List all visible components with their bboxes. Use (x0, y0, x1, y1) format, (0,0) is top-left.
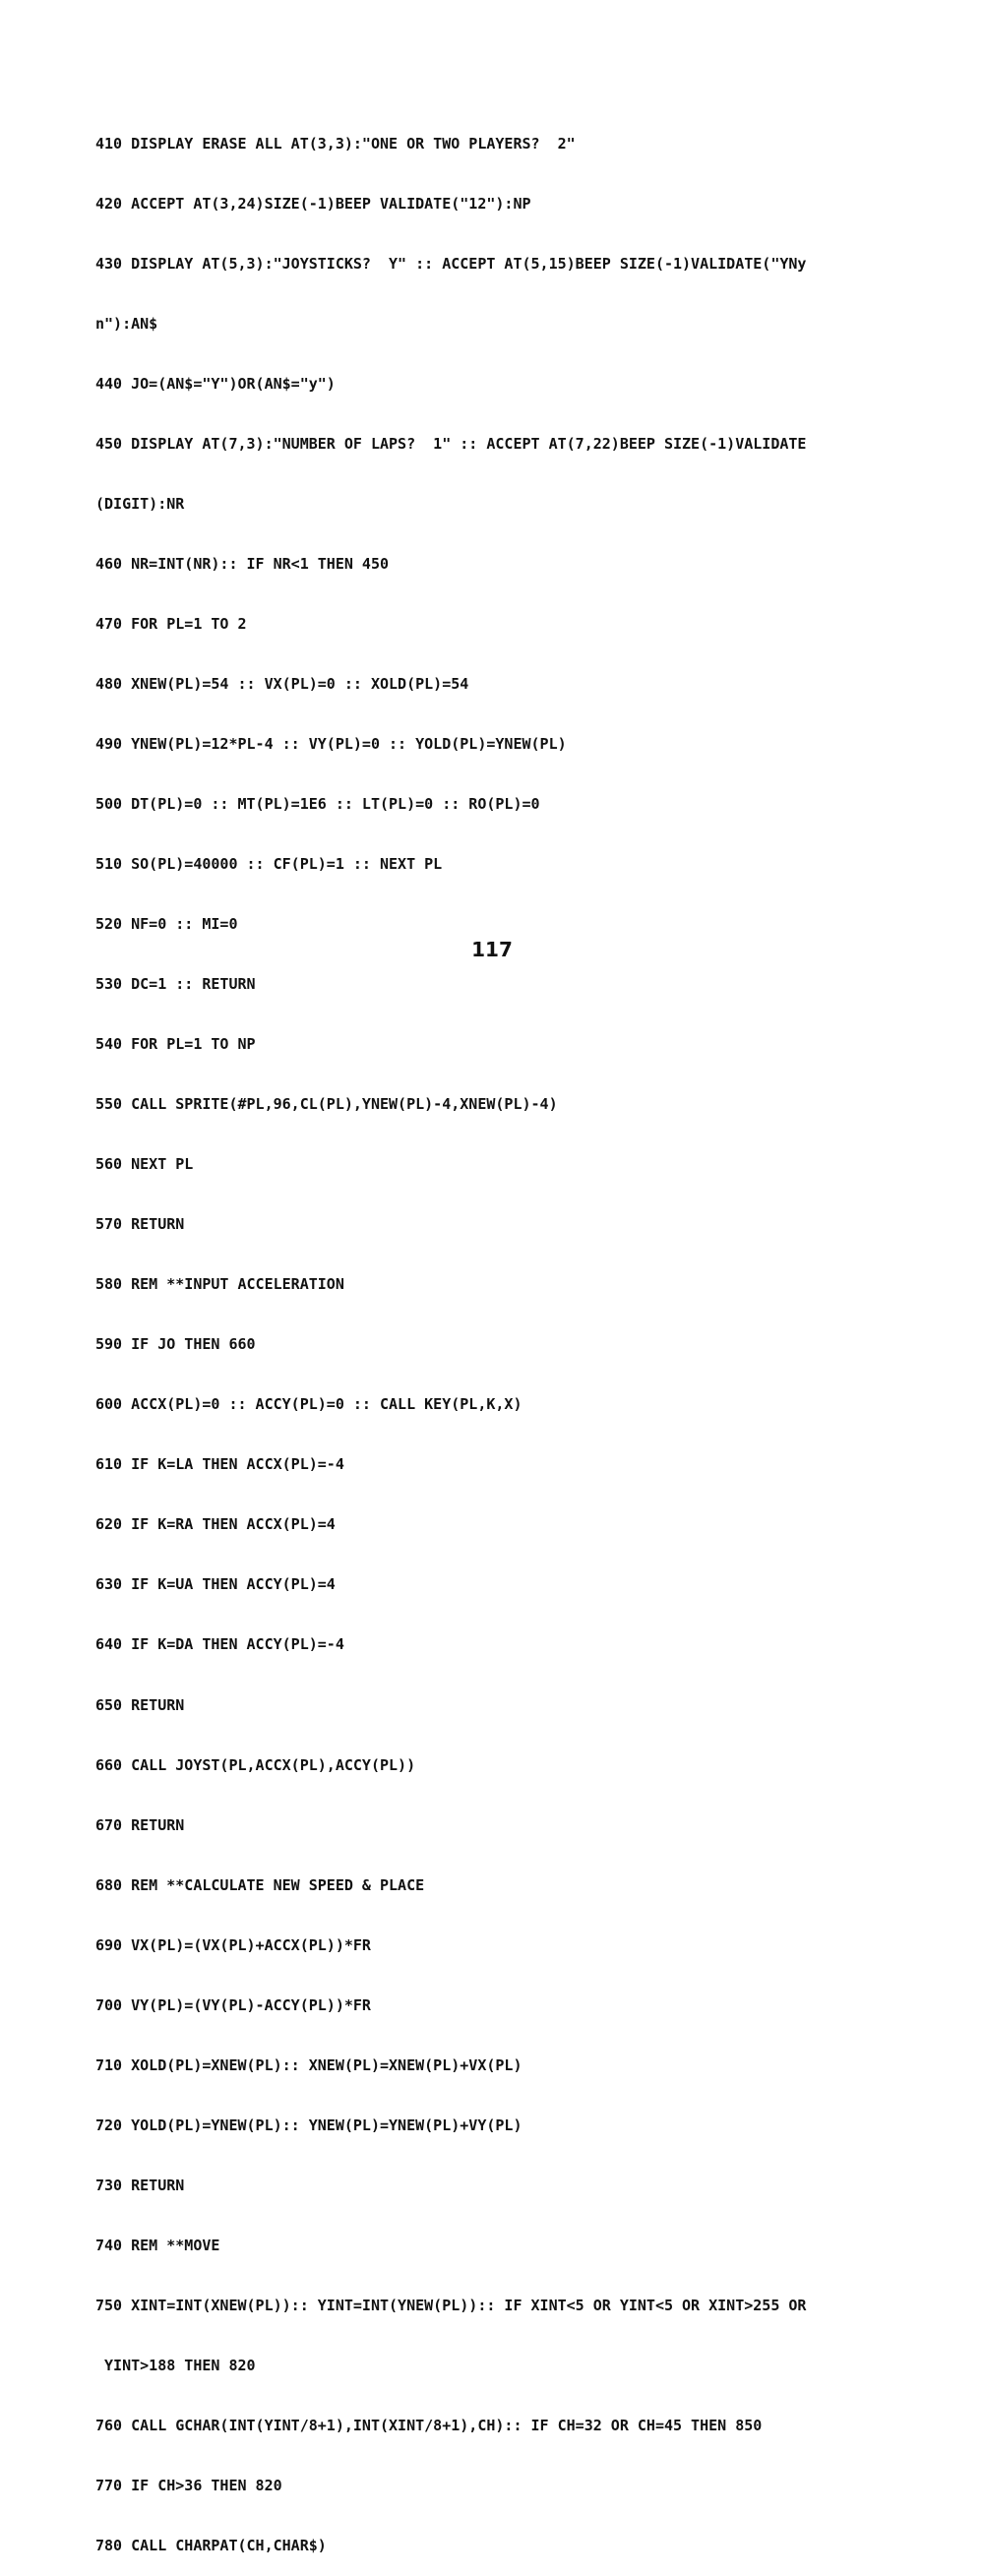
code-line: 670 RETURN (95, 1815, 185, 1834)
code-line: 410 DISPLAY ERASE ALL AT(3,3):"ONE OR TWO PLAYERS? 2" (95, 134, 576, 153)
code-line: 540 FOR PL=1 TO NP (95, 1035, 256, 1054)
page-number: 117 (471, 938, 513, 961)
code-line: 700 VY(PL)=(VY(PL)-ACCY(PL))*FR (95, 1995, 371, 2014)
code-line: 740 REM **MOVE (95, 2236, 220, 2254)
code-line: 520 NF=0 :: MI=0 (95, 915, 238, 934)
code-line: 560 NEXT PL (95, 1155, 194, 1174)
code-line: 480 XNEW(PL)=54 :: VX(PL)=0 :: XOLD(PL)=54 (95, 674, 469, 693)
code-line: 420 ACCEPT AT(3,24)SIZE(-1)BEEP VALIDATE("12"):NP (95, 194, 531, 213)
code-line: 690 VX(PL)=(VX(PL)+ACCX(PL))*FR (95, 1935, 371, 1954)
code-line: 450 DISPLAY AT(7,3):"NUMBER OF LAPS? 1" :: ACCEPT AT(7,22)BEEP SIZE(-1)VALIDATE (95, 434, 807, 453)
code-line: 600 ACCX(PL)=0 :: ACCY(PL)=0 :: CALL KEY(PL,K,X) (95, 1395, 523, 1414)
code-line: 760 CALL GCHAR(INT(YINT/8+1),INT(XINT/8+1),CH):: IF CH=32 OR CH=45 THEN 850 (95, 2416, 763, 2434)
code-line: 570 RETURN (95, 1215, 185, 1234)
code-line: 470 FOR PL=1 TO 2 (95, 614, 247, 633)
code-line: (DIGIT):NR (95, 494, 185, 513)
code-line: 440 JO=(AN$="Y")OR(AN$="y") (95, 374, 336, 393)
code-line: 460 NR=INT(NR):: IF NR<1 THEN 450 (95, 554, 390, 573)
code-line: 770 IF CH>36 THEN 820 (95, 2476, 282, 2494)
code-line: 710 XOLD(PL)=XNEW(PL):: XNEW(PL)=XNEW(PL)+VX(PL) (95, 2055, 523, 2074)
code-line: 680 REM **CALCULATE NEW SPEED & PLACE (95, 1875, 425, 1894)
code-line: n"):AN$ (95, 314, 158, 333)
code-line: YINT>188 THEN 820 (95, 2356, 256, 2374)
code-line: 730 RETURN (95, 2176, 185, 2194)
code-line: 720 YOLD(PL)=YNEW(PL):: YNEW(PL)=YNEW(PL)+VY(PL) (95, 2116, 523, 2134)
code-line: 490 YNEW(PL)=12*PL-4 :: VY(PL)=0 :: YOLD(PL)=YNEW(PL) (95, 735, 567, 753)
code-line: 630 IF K=UA THEN ACCY(PL)=4 (95, 1575, 336, 1594)
code-line: 590 IF JO THEN 660 (95, 1335, 256, 1354)
code-line: 660 CALL JOYST(PL,ACCX(PL),ACCY(PL)) (95, 1755, 416, 1774)
code-line: 430 DISPLAY AT(5,3):"JOYSTICKS? Y" :: ACCEPT AT(5,15)BEEP SIZE(-1)VALIDATE("YNy (95, 254, 807, 273)
code-line: 580 REM **INPUT ACCELERATION (95, 1275, 344, 1294)
code-line: 530 DC=1 :: RETURN (95, 975, 256, 994)
code-line: 620 IF K=RA THEN ACCX(PL)=4 (95, 1515, 336, 1534)
code-line: 780 CALL CHARPAT(CH,CHAR$) (95, 2536, 327, 2554)
basic-program-listing (95, 93, 922, 2576)
code-line: 550 CALL SPRITE(#PL,96,CL(PL),YNEW(PL)-4,XNEW(PL)-4) (95, 1095, 558, 1114)
code-line: 500 DT(PL)=0 :: MT(PL)=1E6 :: LT(PL)=0 :: RO(PL)=0 (95, 795, 540, 814)
code-line: 510 SO(PL)=40000 :: CF(PL)=1 :: NEXT PL (95, 855, 443, 874)
code-line: 650 RETURN (95, 1695, 185, 1714)
code-line: 610 IF K=LA THEN ACCX(PL)=-4 (95, 1455, 344, 1474)
code-line: 750 XINT=INT(XNEW(PL)):: YINT=INT(YNEW(PL)):: IF XINT<5 OR YINT<5 OR XINT>255 OR (95, 2296, 807, 2314)
code-line: 640 IF K=DA THEN ACCY(PL)=-4 (95, 1635, 344, 1654)
